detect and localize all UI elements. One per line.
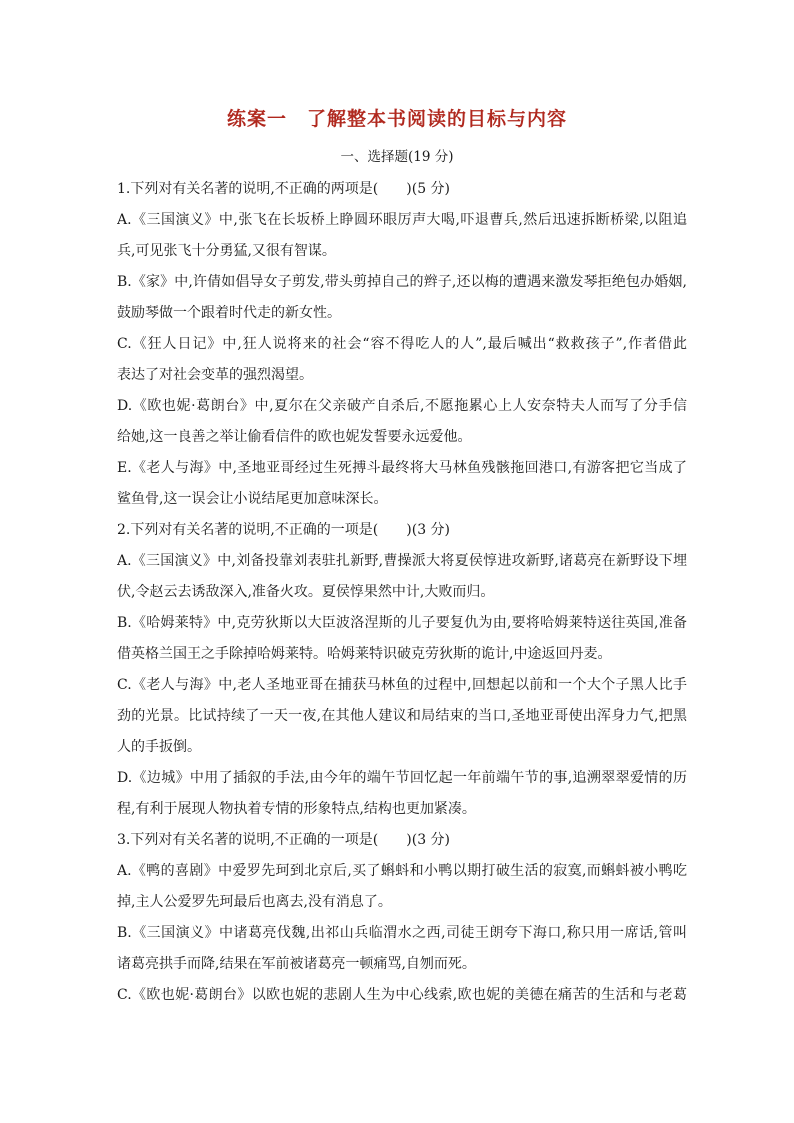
option-line: 鼓励琴做一个跟着时代走的新女性。: [117, 305, 341, 321]
option-line: 兵,可见张飞十分勇猛,又很有智谋。: [117, 243, 336, 259]
option-line: 诸葛亮拱手而降,结果在军前被诸葛亮一顿痛骂,自刎而死。: [117, 956, 476, 972]
option-line: A.《三国演义》中,刘备投靠刘表驻扎新野,曹操派大将夏侯惇进攻新野,诸葛亮在新野设下埋: [117, 553, 687, 569]
option-line: C.《老人与海》中,老人圣地亚哥在捕获马林鱼的过程中,回想起以前和一个大个子黑人比手: [117, 677, 687, 693]
option-line: 借英格兰国王之手除掉哈姆莱特。哈姆莱特识破克劳狄斯的诡计,中途返回丹麦。: [117, 646, 612, 662]
question-stem: 3.下列对有关名著的说明,不正确的一项是( )(3 分): [117, 832, 451, 848]
option-line: C.《狂人日记》中,狂人说将来的社会“容不得吃人的人”,最后喊出“救救孩子”,作者借此: [117, 336, 687, 352]
option-line: B.《家》中,许倩如倡导女子剪发,带头剪掉自己的辫子,还以梅的遭遇来激发琴拒绝包办婚姻,: [117, 274, 687, 290]
option-line: 程,有利于展现人物执着专情的形象特点,结构也更加紧凑。: [117, 801, 476, 817]
option-line: B.《三国演义》中诸葛亮伐魏,出祁山兵临渭水之西,司徒王朗夸下海口,称只用一席话,管叫: [117, 925, 687, 941]
section-heading: 一、选择题(19 分): [340, 149, 454, 165]
option-line: A.《鸭的喜剧》中爱罗先珂到北京后,买了蝌蚪和小鸭以期打破生活的寂寞,而蝌蚪被小鸭吃: [117, 863, 687, 879]
option-line: 人的手扳倒。: [117, 739, 201, 755]
question-stem: 1.下列对有关名著的说明,不正确的两项是( )(5 分): [117, 181, 451, 197]
option-line: 给她,这一良善之举让偷看信件的欧也妮发誓要永远爱他。: [117, 429, 472, 445]
option-line: 鲨鱼骨,这一误会让小说结尾更加意味深长。: [117, 491, 388, 507]
page-title: 练案一 了解整本书阅读的目标与内容: [226, 108, 567, 130]
option-line: 劲的光景。比试持续了一天一夜,在其他人建议和局结束的当口,圣地亚哥使出浑身力气,把黑: [117, 708, 687, 724]
option-line: 伏,令赵云去诱敌深入,准备火攻。夏侯惇果然中计,大败而归。: [117, 584, 495, 600]
option-line: B.《哈姆莱特》中,克劳狄斯以大臣波洛涅斯的儿子要复仇为由,要将哈姆莱特送往英国,准备: [117, 615, 687, 631]
option-line: 掉,主人公爱罗先珂最后也离去,没有消息了。: [117, 894, 392, 910]
option-line: C.《欧也妮·葛朗台》以欧也妮的悲剧人生为中心线索,欧也妮的美德在痛苦的生活和与老葛: [117, 987, 687, 1003]
option-line: D.《边城》中用了插叙的手法,由今年的端午节回忆起一年前端午节的事,追溯翠翠爱情的历: [117, 770, 687, 786]
option-line: D.《欧也妮·葛朗台》中,夏尔在父亲破产自杀后,不愿拖累心上人安奈特夫人而写了分手信: [117, 398, 687, 414]
option-line: E.《老人与海》中,圣地亚哥经过生死搏斗最终将大马林鱼残骸拖回港口,有游客把它当成了: [117, 460, 687, 476]
question-content: [117, 174, 687, 1011]
option-line: 表达了对社会变革的强烈渴望。: [117, 367, 313, 383]
question-stem: 2.下列对有关名著的说明,不正确的一项是( )(3 分): [117, 522, 451, 538]
option-line: A.《三国演义》中,张飞在长坂桥上睁圆环眼厉声大喝,吓退曹兵,然后迅速拆断桥梁,以阻追: [117, 212, 687, 228]
